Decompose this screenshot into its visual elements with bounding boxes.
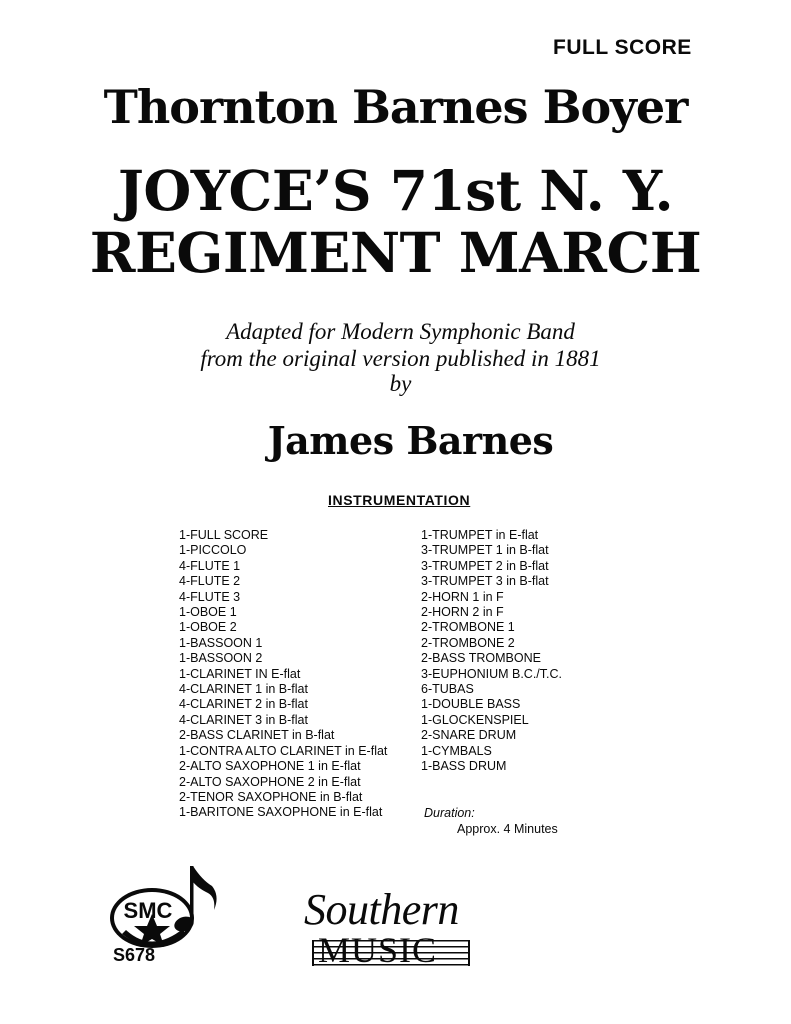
list-item: 1-BASS DRUM — [421, 759, 507, 774]
list-item: 3-TRUMPET 3 in B-flat — [421, 574, 549, 589]
list-item: 2-ALTO SAXOPHONE 1 in E-flat — [179, 759, 361, 774]
duration-label: Duration: — [424, 806, 475, 820]
list-item: 2-HORN 1 in F — [421, 589, 504, 604]
publisher-name-line-1: Southern — [304, 885, 459, 934]
composer-name: Thornton Barnes Boyer — [103, 80, 688, 134]
list-item: 4-FLUTE 3 — [179, 589, 241, 604]
list-item: 4-CLARINET 1 in B-flat — [179, 682, 308, 697]
list-item: 3-TRUMPET 1 in B-flat — [421, 543, 549, 558]
list-item: 1-OBOE 1 — [179, 605, 237, 620]
list-item: 4-FLUTE 1 — [179, 558, 241, 573]
list-item: 1-DOUBLE BASS — [421, 697, 521, 712]
instrument-list-left — [179, 528, 387, 821]
list-item: 2-TROMBONE 2 — [421, 635, 515, 650]
list-item: 1-CLARINET IN E-flat — [179, 666, 301, 681]
list-item: 2-BASS CLARINET in B-flat — [179, 728, 335, 743]
instrumentation-heading: INSTRUMENTATION — [328, 492, 471, 508]
smc-logo-text: SMC — [123, 898, 173, 923]
subtitle-by: by — [389, 371, 412, 396]
list-item: 1-TRUMPET in E-flat — [421, 528, 539, 542]
list-item: 1-BARITONE SAXOPHONE in E-flat — [179, 805, 383, 820]
list-item: 4-CLARINET 2 in B-flat — [179, 697, 308, 712]
list-item: 4-FLUTE 2 — [179, 574, 241, 589]
title-line-1: JOYCE’S 71st N. Y. — [117, 158, 674, 223]
list-item: 1-GLOCKENSPIEL — [421, 712, 529, 727]
instrument-list-right — [421, 528, 562, 775]
list-item: 1-CONTRA ALTO CLARINET in E-flat — [179, 743, 388, 758]
subtitle-line-2: from the original version published in 1881 — [200, 346, 601, 371]
catalog-number: S678 — [113, 945, 156, 965]
list-item: 2-TENOR SAXOPHONE in B-flat — [179, 789, 363, 804]
list-item: 1-FULL SCORE — [179, 528, 269, 542]
list-item: 6-TUBAS — [421, 682, 474, 697]
list-item: 2-ALTO SAXOPHONE 2 in E-flat — [179, 774, 361, 789]
list-item: 3-TRUMPET 2 in B-flat — [421, 558, 549, 573]
list-item: 2-SNARE DRUM — [421, 728, 517, 743]
list-item: 1-CYMBALS — [421, 743, 492, 758]
duration-value: Approx. 4 Minutes — [457, 822, 558, 836]
publisher-name-line-2: MUSIC — [318, 930, 438, 970]
list-item: 3-EUPHONIUM B.C./T.C. — [421, 666, 562, 681]
list-item: 2-BASS TROMBONE — [421, 651, 541, 666]
list-item: 1-PICCOLO — [179, 543, 247, 558]
list-item: 2-TROMBONE 1 — [421, 620, 515, 635]
list-item: 1-BASSOON 2 — [179, 651, 263, 666]
list-item: 2-HORN 2 in F — [421, 605, 504, 620]
subtitle-line-1: Adapted for Modern Symphonic Band — [226, 319, 575, 344]
list-item: 1-OBOE 2 — [179, 620, 237, 635]
title-line-2: REGIMENT MARCH — [89, 220, 702, 285]
list-item: 4-CLARINET 3 in B-flat — [179, 712, 308, 727]
edition-label: FULL SCORE — [553, 36, 692, 59]
list-item: 1-BASSOON 1 — [179, 635, 263, 650]
arranger-name: James Barnes — [267, 418, 554, 463]
